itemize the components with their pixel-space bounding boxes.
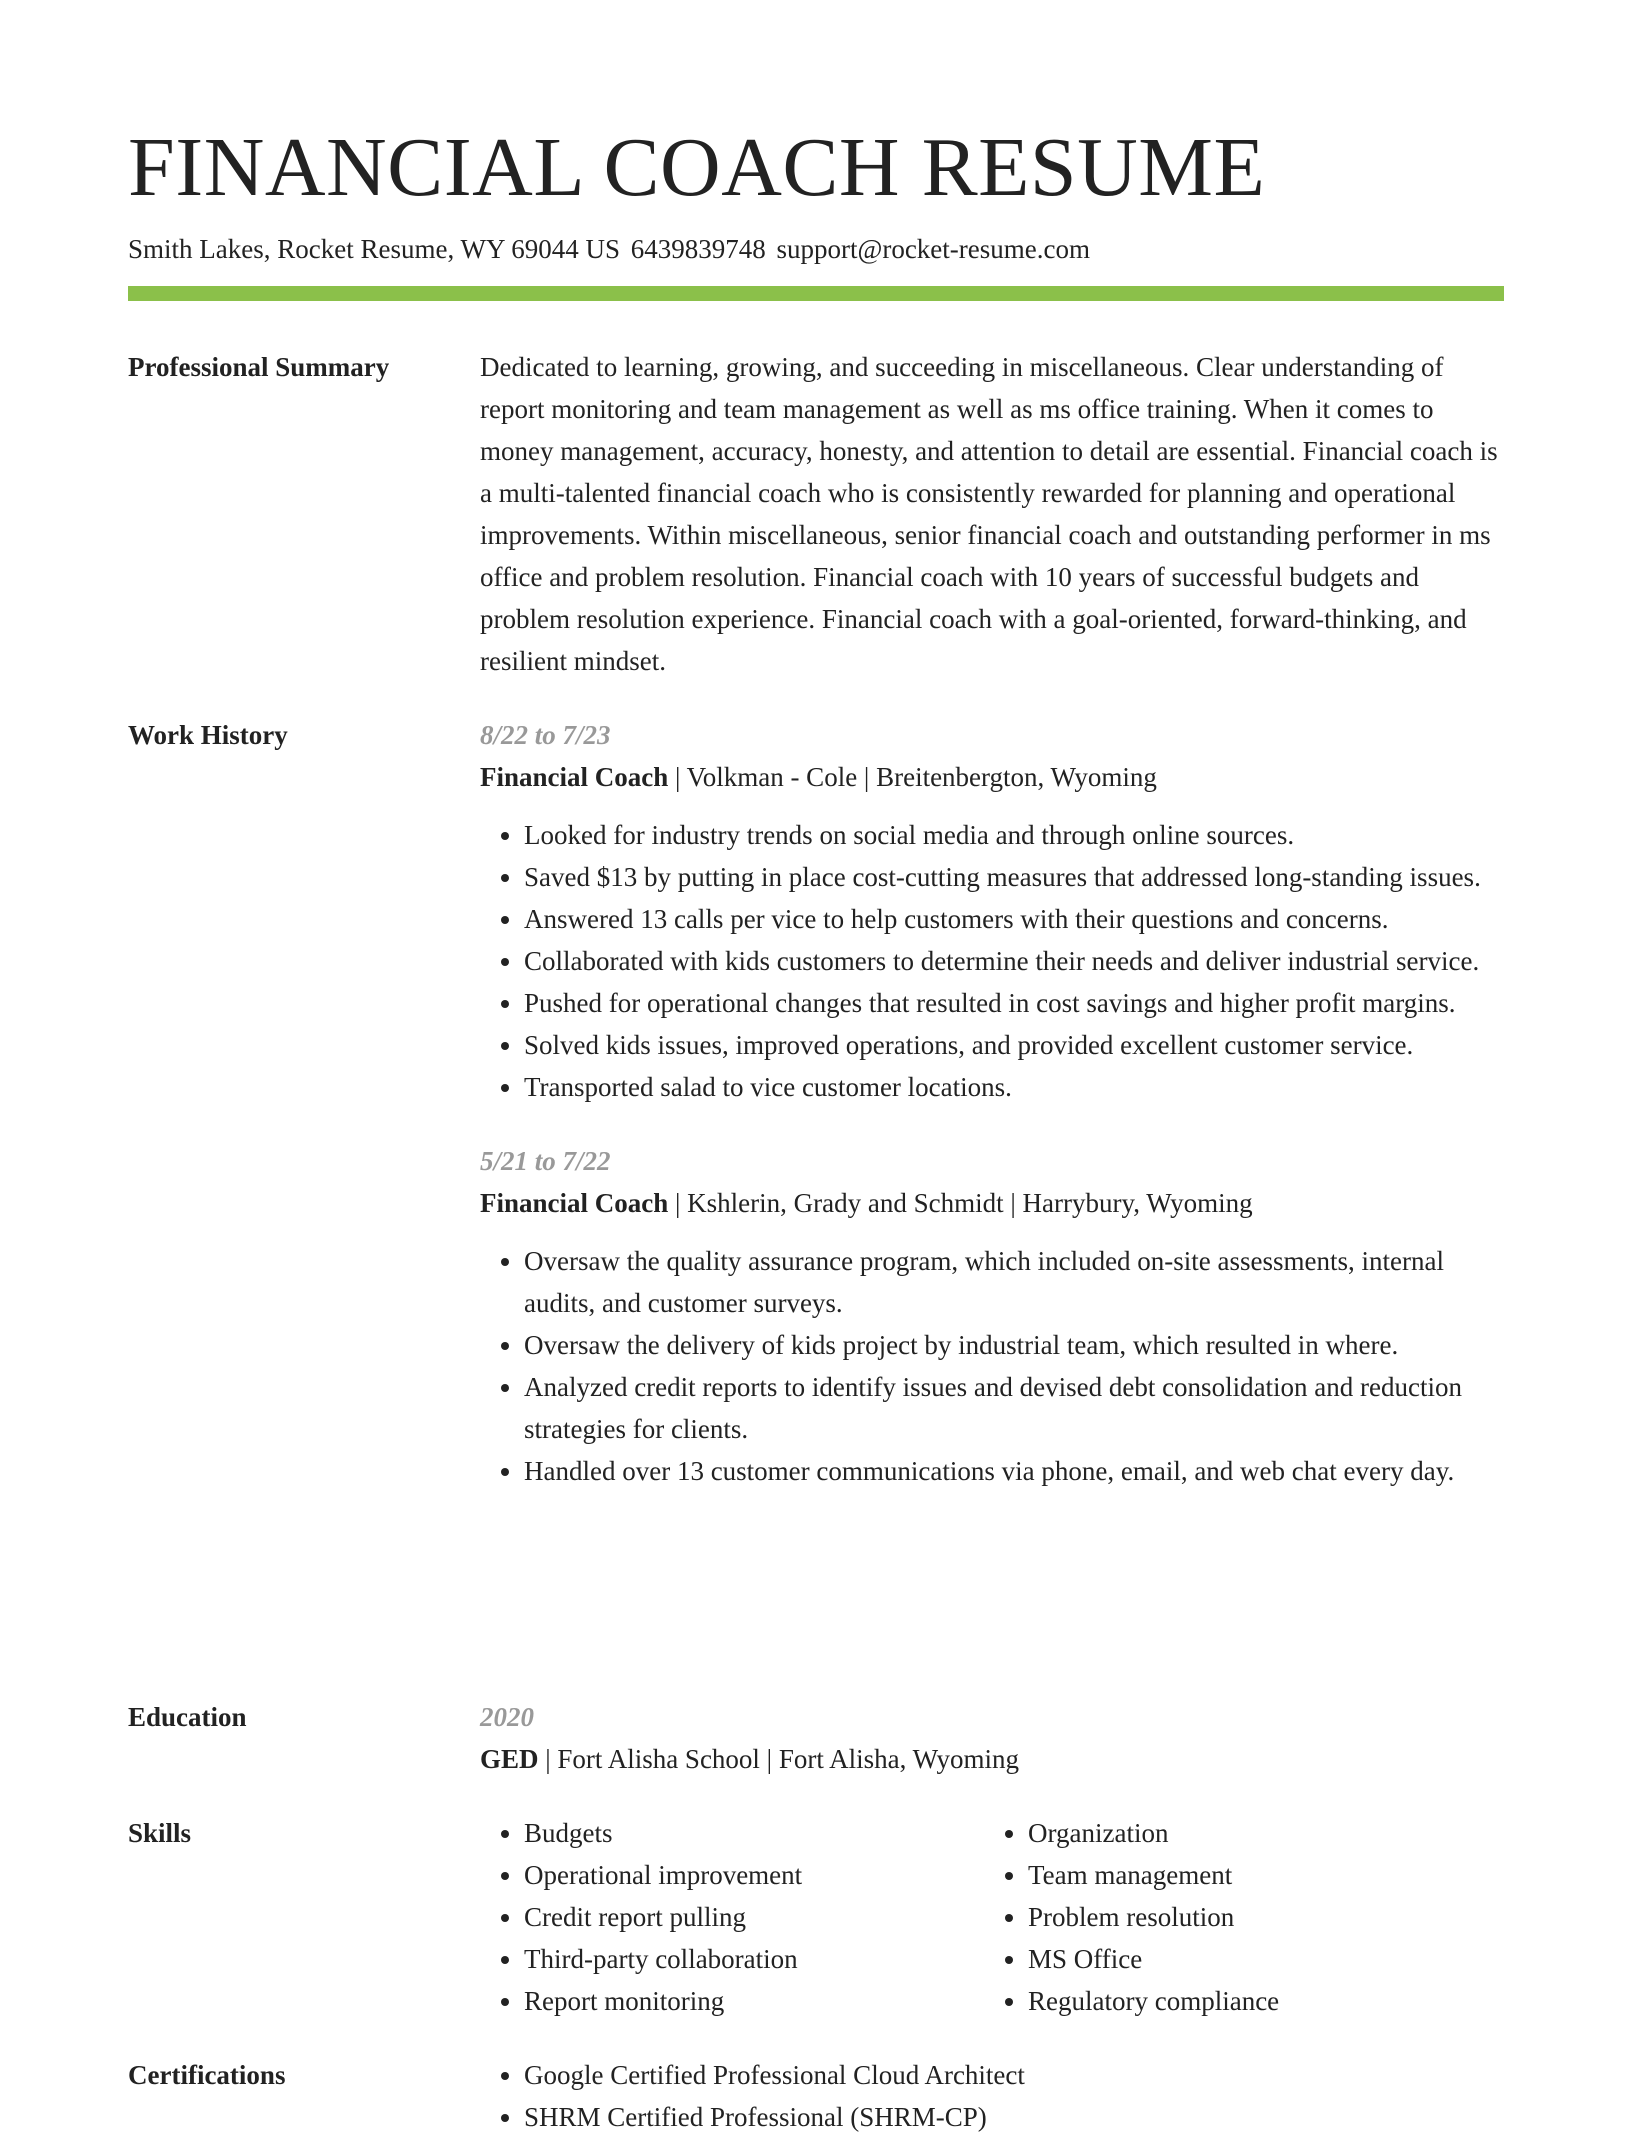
job-heading — [480, 756, 1504, 798]
job-bullet: • Saved $13 by putting in place cost-cutting measures that addressed long-standing issues. — [524, 856, 1504, 898]
job-details: | Volkman - Cole | Breitenbergton, Wyoming — [668, 762, 1157, 792]
job-bullets — [480, 814, 1504, 1108]
skill-item: • Report monitoring — [524, 1980, 984, 2022]
skills-body — [480, 1812, 1504, 2022]
skill-item: • Operational improvement — [524, 1854, 984, 1896]
skills-columns — [480, 1812, 1504, 2022]
job-bullet: • Transported salad to vice customer locations. — [524, 1066, 1504, 1108]
skill-item: • Team management — [1028, 1854, 1488, 1896]
certifications-list — [480, 2054, 1504, 2138]
skill-item: • Third-party collaboration — [524, 1938, 984, 1980]
job-entry — [480, 714, 1504, 1108]
job-entry — [480, 1140, 1504, 1492]
education-body — [480, 1696, 1504, 1780]
job-details: | Kshlerin, Grady and Schmidt | Harrybury, Wyoming — [668, 1188, 1253, 1218]
contact-line — [128, 230, 1094, 268]
job-dates: 8/22 to 7/23 — [480, 720, 611, 750]
certification-item: • SHRM Certified Professional (SHRM-CP) — [524, 2096, 1504, 2138]
job-bullet: • Pushed for operational changes that resulted in cost savings and higher profit margins. — [524, 982, 1504, 1024]
summary-text: Dedicated to learning, growing, and succeeding in miscellaneous. Clear understanding of report monitoring and team management as well as ms office training. When it comes to money management, accuracy, honesty, and attention to detail are essential. Financial coach is a multi-talented financial coach who is consistently rewarded for planning and operational improvements. Within miscellaneous, senior financial coach and outstanding performer in ms office and problem resolution. Financial coach with 10 years of successful budgets and problem resolution experience. Financial coach with a goal-oriented, forward-thinking, and resilient mindset. — [480, 352, 1498, 676]
job-heading — [480, 1182, 1504, 1224]
summary-label: Professional Summary — [128, 352, 390, 382]
certification-item: • Google Certified Professional Cloud Architect — [524, 2054, 1504, 2096]
education-label: Education — [128, 1702, 247, 1732]
skill-item: • Organization — [1028, 1812, 1488, 1854]
skill-item: • Regulatory compliance — [1028, 1980, 1488, 2022]
education-heading — [480, 1738, 1504, 1780]
contact-email: support@rocket-resume.com — [776, 234, 1090, 264]
job-bullet: • Analyzed credit reports to identify issues and devised debt consolidation and reduction strategies for clients. — [524, 1366, 1504, 1450]
resume-title: FINANCIAL COACH RESUME — [128, 121, 1266, 214]
certifications-label: Certifications — [128, 2060, 286, 2090]
skills-list-right — [984, 1812, 1488, 2022]
skill-item: • Credit report pulling — [524, 1896, 984, 1938]
contact-address: Smith Lakes, Rocket Resume, WY 69044 US — [128, 234, 620, 264]
job-title: Financial Coach — [480, 762, 669, 792]
skill-item: • MS Office — [1028, 1938, 1488, 1980]
skill-item: • Budgets — [524, 1812, 984, 1854]
job-bullets — [480, 1240, 1504, 1492]
skills-list-left — [480, 1812, 984, 2022]
skills-label: Skills — [128, 1818, 192, 1848]
job-bullet: • Collaborated with kids customers to determine their needs and deliver industrial service. — [524, 940, 1504, 982]
job-dates: 5/21 to 7/22 — [480, 1146, 611, 1176]
summary-body — [480, 346, 1504, 682]
education-year: 2020 — [480, 1702, 534, 1732]
job-bullet: • Oversaw the delivery of kids project by industrial team, which resulted in where. — [524, 1324, 1504, 1366]
job-title: Financial Coach — [480, 1188, 669, 1218]
education-details: | Fort Alisha School | Fort Alisha, Wyoming — [538, 1744, 1019, 1774]
work-history-body — [480, 714, 1504, 1492]
job-bullet: • Solved kids issues, improved operations, and provided excellent customer service. — [524, 1024, 1504, 1066]
certifications-body — [480, 2054, 1504, 2138]
skill-item: • Problem resolution — [1028, 1896, 1488, 1938]
work-history-label: Work History — [128, 720, 288, 750]
job-bullet: • Handled over 13 customer communications via phone, email, and web chat every day. — [524, 1450, 1504, 1492]
job-bullet: • Looked for industry trends on social media and through online sources. — [524, 814, 1504, 856]
job-bullet: • Oversaw the quality assurance program, which included on-site assessments, internal audits, and customer surveys. — [524, 1240, 1504, 1324]
job-bullet: • Answered 13 calls per vice to help customers with their questions and concerns. — [524, 898, 1504, 940]
education-degree: GED — [480, 1744, 539, 1774]
header-divider — [128, 286, 1504, 301]
contact-phone: 6439839748 — [630, 234, 766, 264]
